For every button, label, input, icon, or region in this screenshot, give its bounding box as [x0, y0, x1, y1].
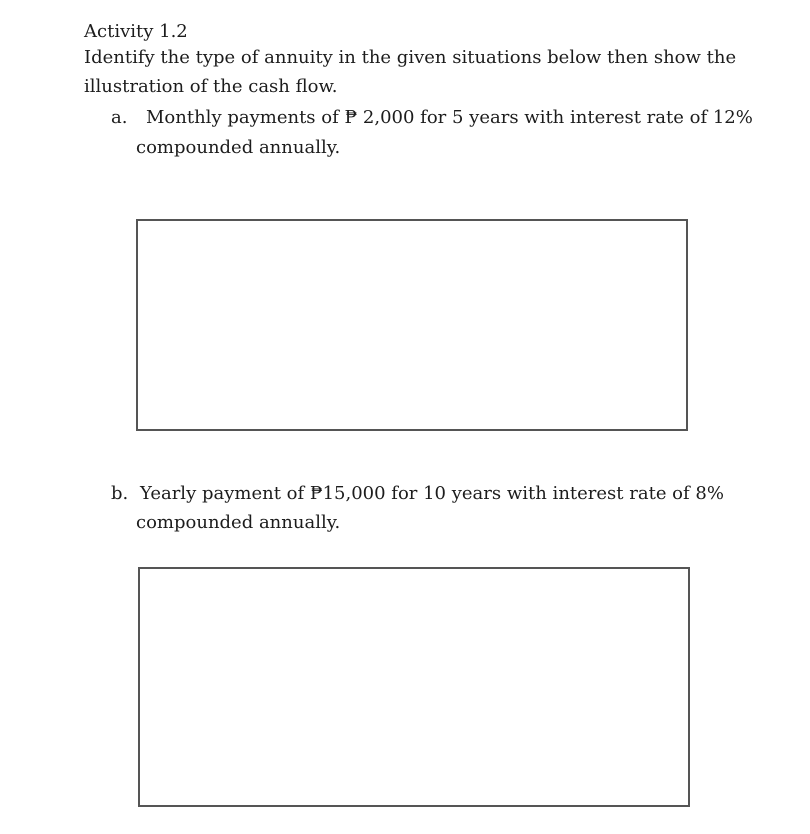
instruction-line-1: Identify the type of annuity in the given situations below then show the — [84, 47, 737, 68]
item-b-answer-box[interactable] — [138, 567, 690, 807]
item-a-text-line-2: compounded annually. — [136, 137, 341, 158]
item-b-text-line-2: compounded annually. — [136, 512, 341, 533]
item-a-text-line-1: Monthly payments of ₱ 2,000 for 5 years with interest rate of 12% — [146, 107, 753, 128]
item-b-marker: b. — [111, 483, 129, 504]
instruction-line-2: illustration of the cash flow. — [84, 76, 338, 97]
item-a-marker: a. — [111, 107, 128, 128]
item-a-answer-box[interactable] — [136, 219, 688, 431]
activity-title: Activity 1.2 — [84, 21, 188, 42]
item-b-text-line-1: Yearly payment of ₱15,000 for 10 years with interest rate of 8% — [140, 483, 724, 504]
